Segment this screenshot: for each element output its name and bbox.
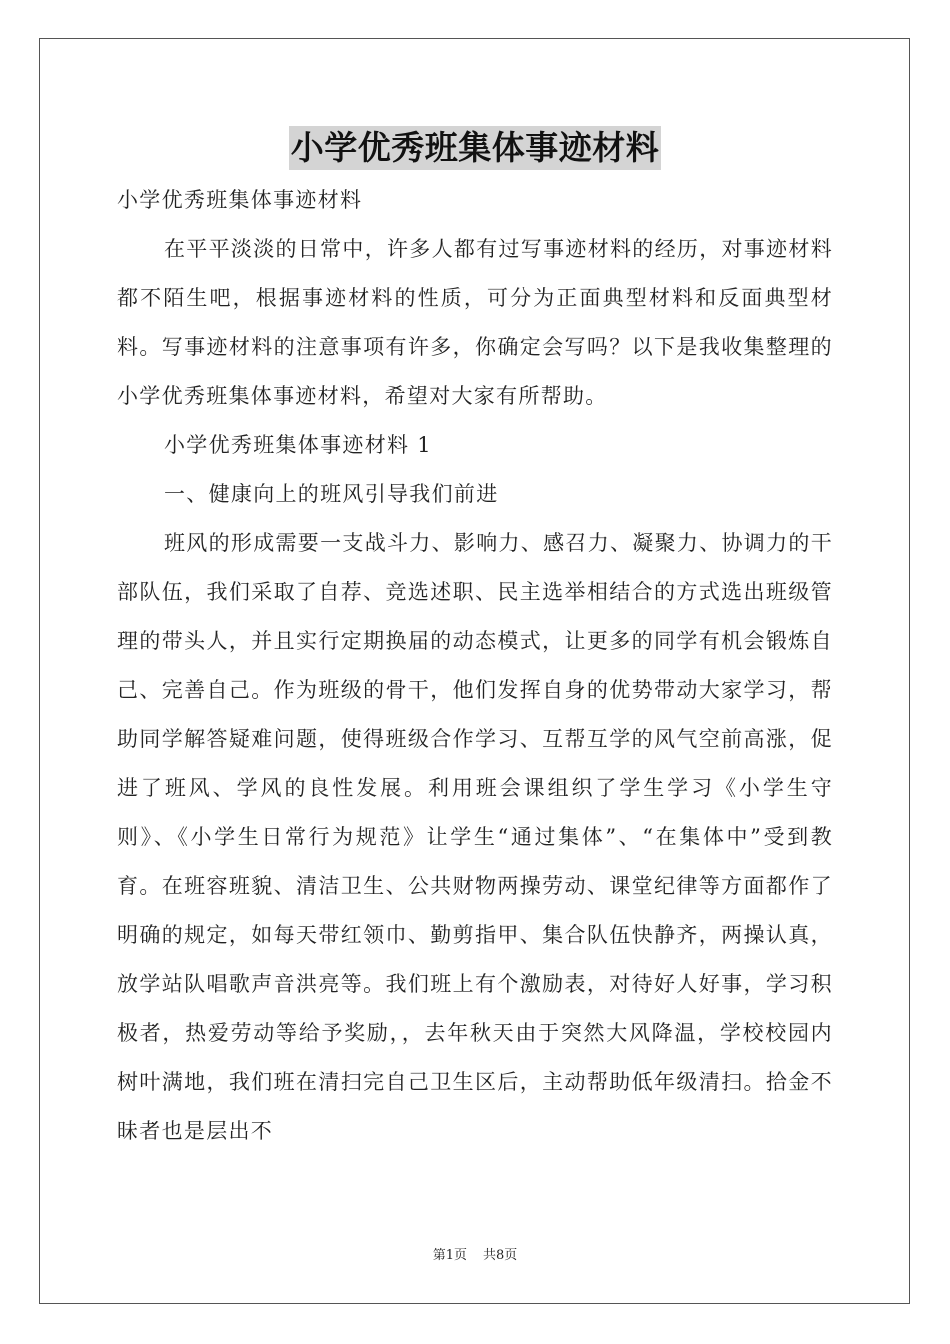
page-number: 第1页	[432, 1248, 467, 1263]
intro-paragraph: 在平平淡淡的日常中，许多人都有过写事迹材料的经历，对事迹材料都不陌生吧，根据事迹材料的性质，可分为正面典型材料和反面典型材料。写事迹材料的注意事项有许多，你确定会写吗？以下是我收集整理的小学优秀班集体事迹材料，希望对大家有所帮助。	[117, 237, 833, 408]
subsection-heading: 一、健康向上的班风引导我们前进	[164, 482, 499, 506]
section-heading: 小学优秀班集体事迹材料 1	[164, 433, 432, 457]
document-subtitle: 小学优秀班集体事迹材料	[117, 188, 363, 212]
document-body	[117, 176, 833, 1156]
page-total: 共8页	[483, 1248, 518, 1263]
page-footer	[0, 1244, 950, 1263]
body-paragraph: 班风的形成需要一支战斗力、影响力、感召力、凝聚力、协调力的干部队伍，我们采取了自荐、竞选述职、民主选举相结合的方式选出班级管理的带头人，并且实行定期换届的动态模式，让更多的同学有机会锻炼自己、完善自己。作为班级的骨干，他们发挥自身的优势带动大家学习，帮助同学解答疑难问题，使得班级合作学习、互帮互学的风气空前高涨，促进了班风、学风的良性发展。利用班会课组织了学生学习《小学生守则》、《小学生日常行为规范》让学生“通过集体”、“在集体中”受到教育。在班容班貌、清洁卫生、公共财物两操劳动、课堂纪律等方面都作了明确的规定，如每天带红领巾、勤剪指甲、集合队伍快静齐，两操认真，放学站队唱歌声音洪亮等。我们班上有个激励表，对待好人好事，学习积极者，热爱劳动等给予奖励，，去年秋天由于突然大风降温，学校校园内树叶满地，我们班在清扫完自己卫生区后，主动帮助低年级清扫。拾金不昧者也是层出不	[117, 531, 833, 1143]
title-container	[0, 126, 950, 170]
document-title: 小学优秀班集体事迹材料	[289, 126, 662, 170]
